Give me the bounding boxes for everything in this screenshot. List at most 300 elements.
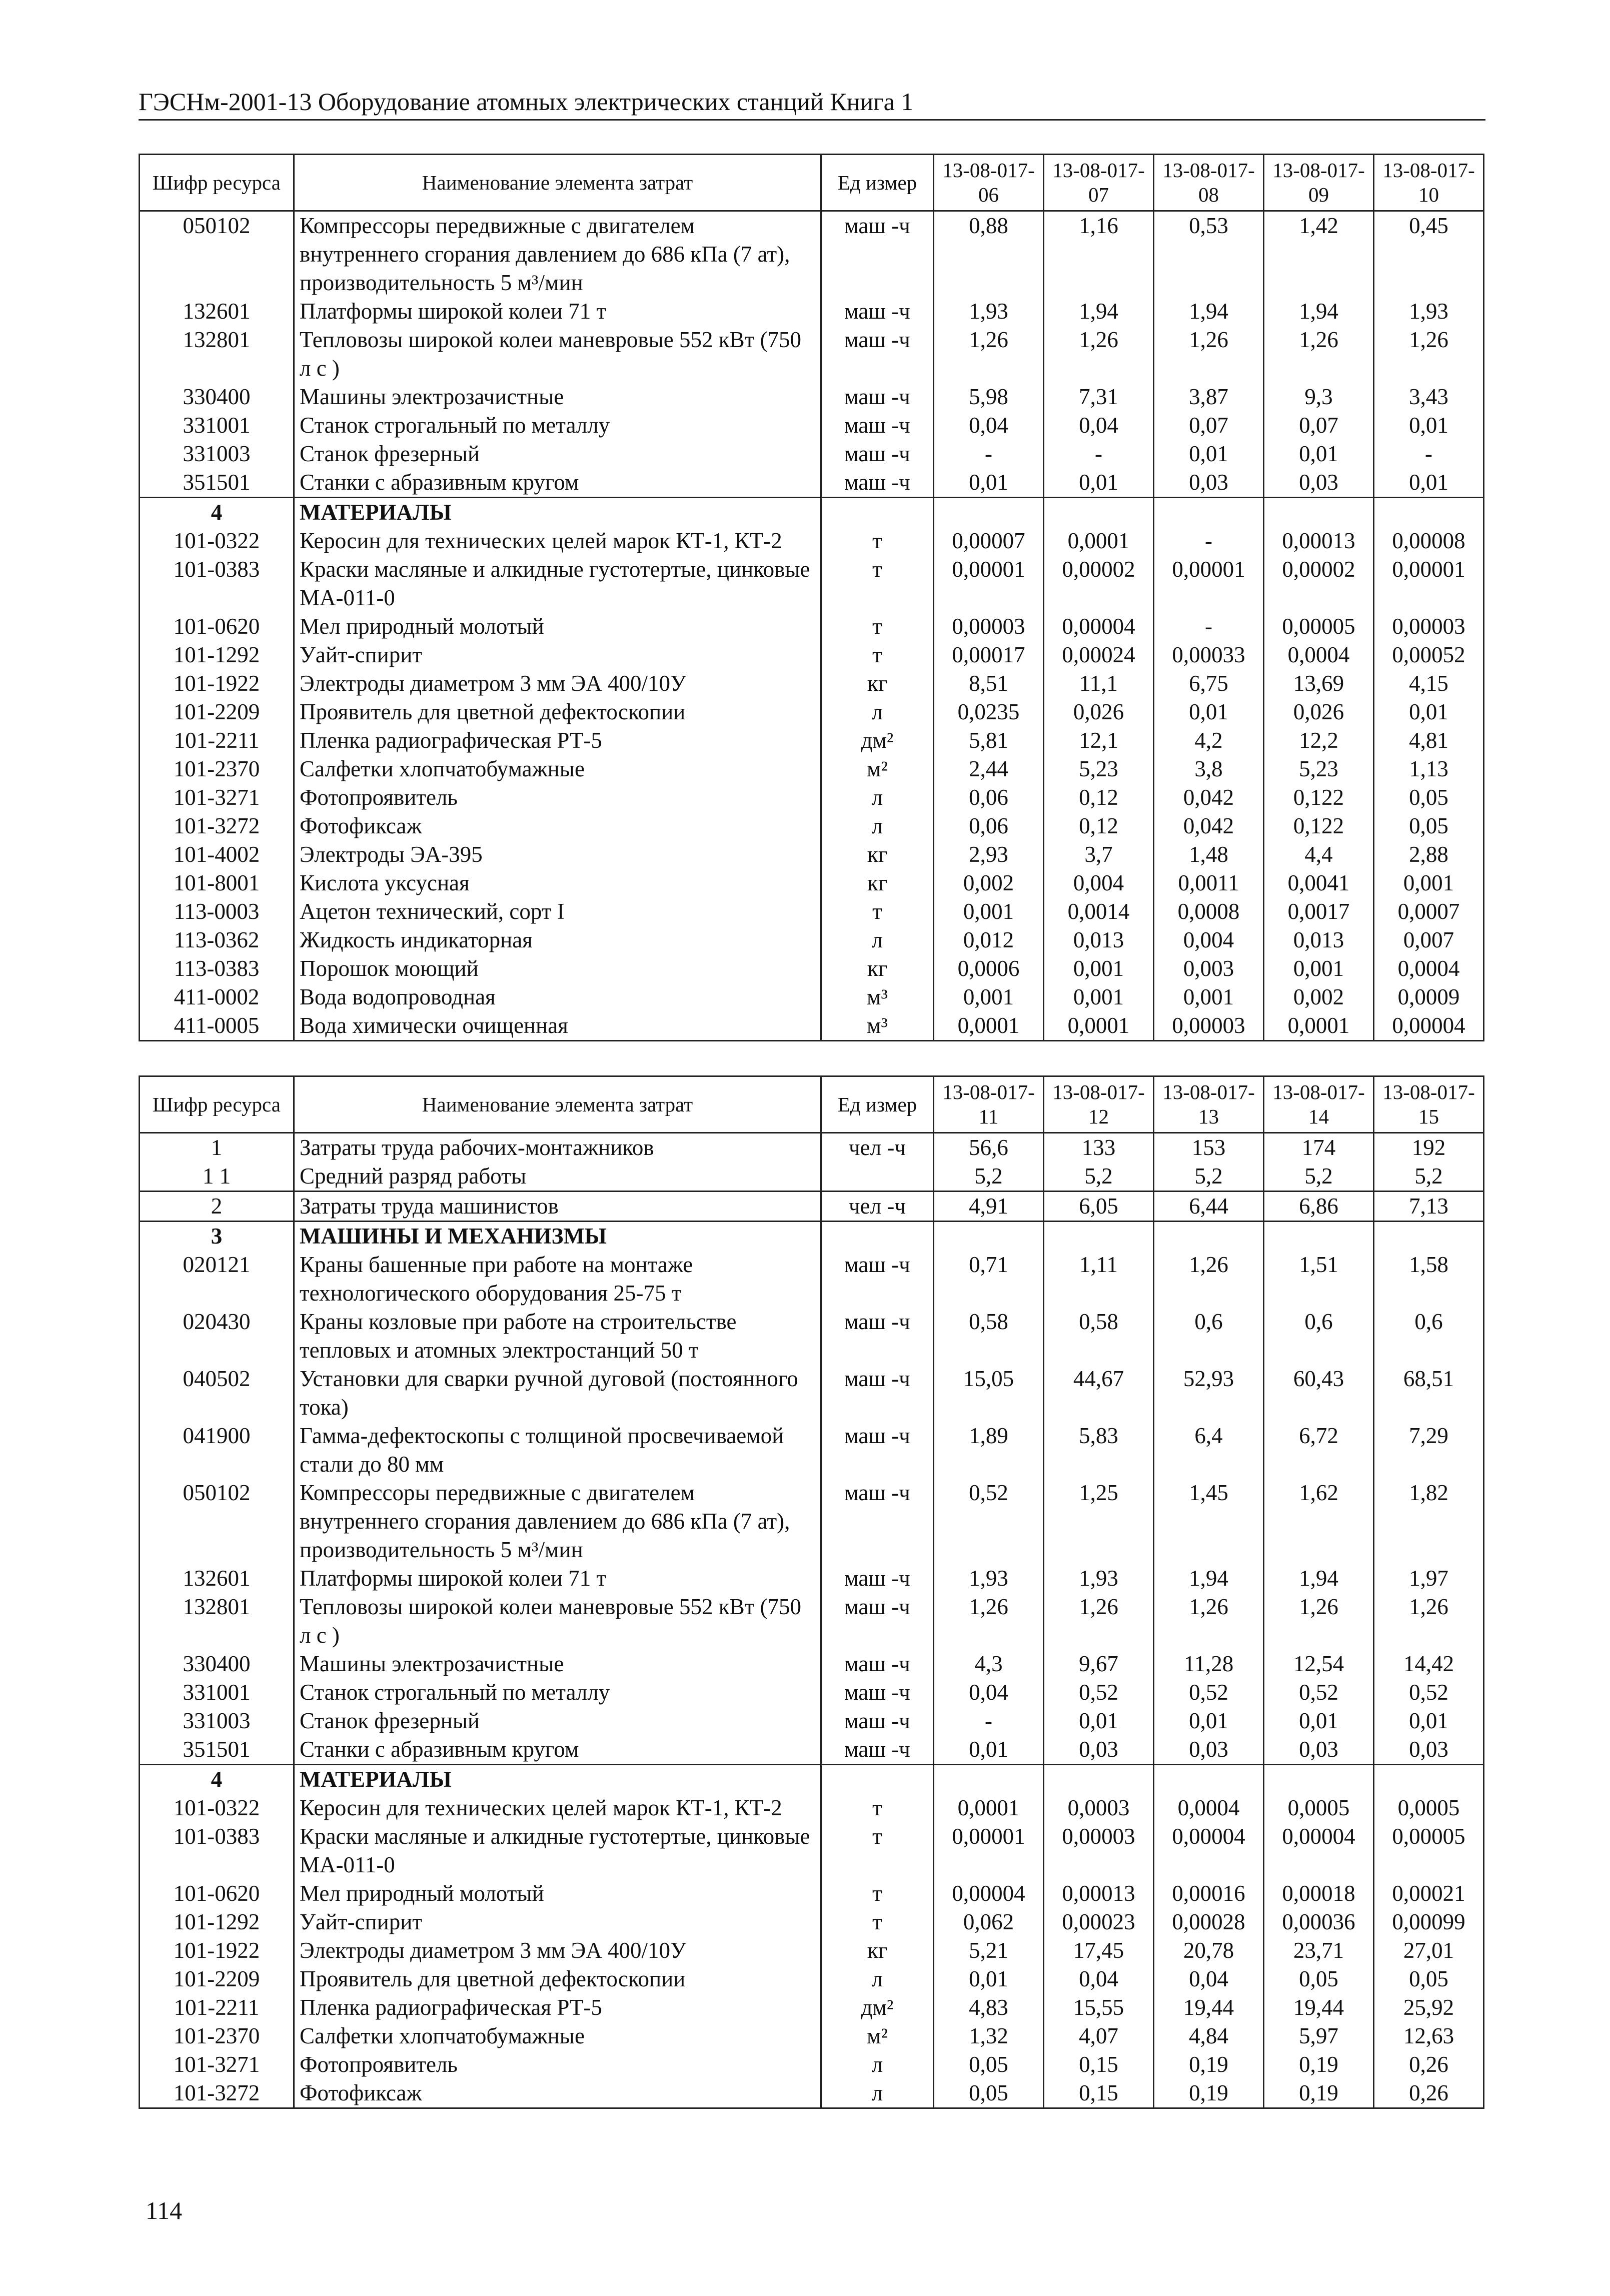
value-cell: - [934, 1707, 1044, 1735]
name-cell: Электроды диаметром 3 мм ЭА 400/10У [294, 669, 821, 698]
name-cell: Платформы широкой колеи 71 т [294, 1564, 821, 1593]
value-cell: 3,8 [1154, 755, 1264, 783]
name-cell: Уайт-спирит [294, 641, 821, 669]
value-cell: 0,00004 [1044, 612, 1154, 641]
value-cell: 4,81 [1374, 726, 1484, 755]
value-cell: 0,05 [1374, 783, 1484, 812]
code-cell: 411-0005 [140, 1011, 294, 1041]
value-cell [1374, 498, 1484, 527]
value-cell: 0,00003 [1154, 1011, 1264, 1041]
value-cell: 0,05 [1374, 1965, 1484, 1993]
code-cell: 331001 [140, 411, 294, 440]
header-col: 13-08-017-12 [1044, 1076, 1154, 1133]
value-cell: 1,45 [1154, 1479, 1264, 1564]
value-cell: 0,004 [1154, 926, 1264, 954]
value-cell: 19,44 [1264, 1993, 1374, 2022]
value-cell: 0,26 [1374, 2050, 1484, 2079]
value-cell: 0,01 [1374, 698, 1484, 726]
code-cell: 351501 [140, 468, 294, 498]
code-cell: 113-0362 [140, 926, 294, 954]
name-cell: Краски масляные и алкидные густотертые, цинковые МА-011-0 [294, 555, 821, 612]
unit-cell: маш -ч [821, 1735, 934, 1765]
name-cell: Электроды ЭА-395 [294, 840, 821, 869]
unit-cell: м³ [821, 1011, 934, 1041]
value-cell: 153 [1154, 1133, 1264, 1163]
value-cell: 15,55 [1044, 1993, 1154, 2022]
table-row [140, 926, 1484, 954]
value-cell: 0,062 [934, 1908, 1044, 1936]
value-cell: 0,01 [1044, 468, 1154, 498]
value-cell [1044, 498, 1154, 527]
code-cell: 101-0383 [140, 1822, 294, 1879]
name-cell: Станки с абразивным кругом [294, 468, 821, 498]
name-cell: Мел природный молотый [294, 612, 821, 641]
value-cell: - [1154, 612, 1264, 641]
value-cell [934, 1222, 1044, 1251]
table-row [140, 1678, 1484, 1707]
value-cell: 0,0003 [1044, 1794, 1154, 1822]
name-cell: Проявитель для цветной дефектоскопии [294, 1965, 821, 1993]
value-cell: 0,0001 [1044, 527, 1154, 555]
value-cell: 0,00001 [934, 1822, 1044, 1879]
value-cell: 1,48 [1154, 840, 1264, 869]
value-cell: 1,58 [1374, 1251, 1484, 1308]
value-cell: 8,51 [934, 669, 1044, 698]
table-body [140, 211, 1484, 1041]
table-row [140, 1162, 1484, 1192]
value-cell: 7,31 [1044, 383, 1154, 411]
value-cell: 0,00001 [1374, 555, 1484, 612]
value-cell: 2,93 [934, 840, 1044, 869]
unit-cell: т [821, 555, 934, 612]
value-cell: 6,86 [1264, 1192, 1374, 1222]
value-cell: 0,004 [1044, 869, 1154, 897]
table-row [140, 1479, 1484, 1564]
value-cell: 4,2 [1154, 726, 1264, 755]
value-cell: 4,15 [1374, 669, 1484, 698]
table-row [140, 1965, 1484, 1993]
value-cell: 0,15 [1044, 2050, 1154, 2079]
value-cell: 12,63 [1374, 2022, 1484, 2050]
unit-cell: чел -ч [821, 1192, 934, 1222]
value-cell: 9,67 [1044, 1650, 1154, 1678]
value-cell: 0,00003 [934, 612, 1044, 641]
name-cell: Станок строгальный по металлу [294, 1678, 821, 1707]
value-cell: 0,001 [934, 983, 1044, 1011]
table-row [140, 440, 1484, 468]
value-cell: 27,01 [1374, 1936, 1484, 1965]
value-cell: 1,11 [1044, 1251, 1154, 1308]
header-col: 13-08-017-09 [1264, 155, 1374, 211]
value-cell: 0,00099 [1374, 1908, 1484, 1936]
header-code: Шифр ресурса [140, 155, 294, 211]
value-cell: 1,94 [1154, 297, 1264, 326]
table-row [140, 783, 1484, 812]
name-cell: Станок строгальный по металлу [294, 411, 821, 440]
value-cell: 11,28 [1154, 1650, 1264, 1678]
code-cell: 132601 [140, 297, 294, 326]
value-cell: 0,001 [1044, 983, 1154, 1011]
value-cell: 52,93 [1154, 1365, 1264, 1422]
value-cell: 5,81 [934, 726, 1044, 755]
value-cell: 0,01 [934, 1965, 1044, 1993]
value-cell: 5,2 [1374, 1162, 1484, 1192]
code-cell: 351501 [140, 1735, 294, 1765]
unit-cell: т [821, 1908, 934, 1936]
table-row [140, 1794, 1484, 1822]
value-cell: 0,01 [1154, 698, 1264, 726]
value-cell: 0,00004 [1154, 1822, 1264, 1879]
table-row [140, 2079, 1484, 2108]
header-col: 13-08-017-14 [1264, 1076, 1374, 1133]
value-cell [934, 1765, 1044, 1794]
table-row [140, 1564, 1484, 1593]
value-cell: 0,00002 [1044, 555, 1154, 612]
value-cell: 0,01 [1154, 440, 1264, 468]
value-cell: 133 [1044, 1133, 1154, 1163]
unit-cell: кг [821, 954, 934, 983]
code-cell: 132801 [140, 326, 294, 383]
value-cell: 1,13 [1374, 755, 1484, 783]
table-row [140, 468, 1484, 498]
name-cell: Машины электрозачистные [294, 383, 821, 411]
value-cell: 13,69 [1264, 669, 1374, 698]
value-cell: 0,19 [1154, 2079, 1264, 2108]
value-cell: 1,32 [934, 2022, 1044, 2050]
unit-cell: л [821, 1965, 934, 1993]
value-cell: 6,72 [1264, 1422, 1374, 1479]
table-row [140, 555, 1484, 612]
value-cell: 5,97 [1264, 2022, 1374, 2050]
unit-cell [821, 498, 934, 527]
unit-cell: м³ [821, 983, 934, 1011]
value-cell: 1,94 [1154, 1564, 1264, 1593]
name-cell: Тепловозы широкой колеи маневровые 552 кВт (750 л с ) [294, 326, 821, 383]
value-cell: 1,42 [1264, 211, 1374, 298]
name-cell: Вода водопроводная [294, 983, 821, 1011]
value-cell: 19,44 [1154, 1993, 1264, 2022]
unit-cell: маш -ч [821, 1593, 934, 1650]
value-cell: 60,43 [1264, 1365, 1374, 1422]
value-cell [1264, 1765, 1374, 1794]
header-col: 13-08-017-08 [1154, 155, 1264, 211]
header-col: 13-08-017-13 [1154, 1076, 1264, 1133]
table-row [140, 954, 1484, 983]
value-cell [1044, 1222, 1154, 1251]
value-cell: 0,001 [1154, 983, 1264, 1011]
value-cell: 0,001 [934, 897, 1044, 926]
value-cell: 0,00013 [1044, 1879, 1154, 1908]
value-cell: 5,2 [1264, 1162, 1374, 1192]
value-cell: 0,0001 [1044, 1011, 1154, 1041]
value-cell: 0,58 [1044, 1308, 1154, 1365]
value-cell: 5,21 [934, 1936, 1044, 1965]
section-row [140, 498, 1484, 527]
value-cell: 0,00036 [1264, 1908, 1374, 1936]
header-col: 13-08-017-06 [934, 155, 1044, 211]
name-cell: Платформы широкой колеи 71 т [294, 297, 821, 326]
unit-cell: маш -ч [821, 211, 934, 298]
value-cell: 23,71 [1264, 1936, 1374, 1965]
code-cell: 101-1922 [140, 1936, 294, 1965]
value-cell: 0,00001 [1154, 555, 1264, 612]
table-row [140, 1251, 1484, 1308]
table-body [140, 1133, 1484, 2108]
value-cell: 0,04 [1044, 1965, 1154, 1993]
name-cell: Станок фрезерный [294, 440, 821, 468]
value-cell: 0,001 [1044, 954, 1154, 983]
value-cell [1264, 1222, 1374, 1251]
value-cell: 1,62 [1264, 1479, 1374, 1564]
unit-cell: л [821, 698, 934, 726]
value-cell: 1,94 [1264, 297, 1374, 326]
value-cell: 0,03 [1154, 1735, 1264, 1765]
unit-cell: чел -ч [821, 1133, 934, 1163]
header-unit: Ед измер [821, 1076, 934, 1133]
section-row [140, 1222, 1484, 1251]
value-cell: 0,012 [934, 926, 1044, 954]
code-cell: 040502 [140, 1365, 294, 1422]
value-cell: 0,07 [1264, 411, 1374, 440]
value-cell: 4,84 [1154, 2022, 1264, 2050]
table-row [140, 641, 1484, 669]
unit-cell: маш -ч [821, 1308, 934, 1365]
unit-cell: л [821, 783, 934, 812]
value-cell: 0,05 [934, 2050, 1044, 2079]
table-row [140, 2022, 1484, 2050]
table-row [140, 669, 1484, 698]
unit-cell: маш -ч [821, 468, 934, 498]
name-cell: Салфетки хлопчатобумажные [294, 2022, 821, 2050]
value-cell: 17,45 [1044, 1936, 1154, 1965]
value-cell: 15,05 [934, 1365, 1044, 1422]
code-cell: 113-0003 [140, 897, 294, 926]
name-cell: Салфетки хлопчатобумажные [294, 755, 821, 783]
value-cell: 0,52 [1154, 1678, 1264, 1707]
value-cell: 0,00021 [1374, 1879, 1484, 1908]
unit-cell: т [821, 1822, 934, 1879]
name-cell: Проявитель для цветной дефектоскопии [294, 698, 821, 726]
code-cell: 101-0322 [140, 527, 294, 555]
value-cell: 1,26 [1044, 326, 1154, 383]
code-cell: 331003 [140, 440, 294, 468]
value-cell [1154, 498, 1264, 527]
value-cell: 1,26 [1264, 326, 1374, 383]
value-cell: 0,03 [1154, 468, 1264, 498]
value-cell: 1,97 [1374, 1564, 1484, 1593]
value-cell: 0,01 [1264, 440, 1374, 468]
table-row [140, 1879, 1484, 1908]
table-row [140, 1011, 1484, 1041]
value-cell: 1,26 [1374, 1593, 1484, 1650]
code-cell: 101-2211 [140, 726, 294, 755]
value-cell: 0,12 [1044, 812, 1154, 840]
code-cell: 101-4002 [140, 840, 294, 869]
value-cell: 20,78 [1154, 1936, 1264, 1965]
value-cell: 0,07 [1154, 411, 1264, 440]
value-cell: 12,54 [1264, 1650, 1374, 1678]
value-cell: 4,4 [1264, 840, 1374, 869]
code-cell: 101-1292 [140, 1908, 294, 1936]
name-cell: Станки с абразивным кругом [294, 1735, 821, 1765]
value-cell: 0,00018 [1264, 1879, 1374, 1908]
value-cell: 4,3 [934, 1650, 1044, 1678]
unit-cell: кг [821, 1936, 934, 1965]
name-cell: Кислота уксусная [294, 869, 821, 897]
value-cell: 2,44 [934, 755, 1044, 783]
unit-cell [821, 1222, 934, 1251]
value-cell: 1,26 [1044, 1593, 1154, 1650]
value-cell: 1,26 [1154, 1593, 1264, 1650]
header-col: 13-08-017-11 [934, 1076, 1044, 1133]
value-cell: 0,00016 [1154, 1879, 1264, 1908]
unit-cell: т [821, 527, 934, 555]
value-cell: 0,0041 [1264, 869, 1374, 897]
value-cell: 0,6 [1374, 1308, 1484, 1365]
table-row [140, 1192, 1484, 1222]
name-cell: МАТЕРИАЛЫ [294, 498, 821, 527]
header-name: Наименование элемента затрат [294, 155, 821, 211]
value-cell: 6,75 [1154, 669, 1264, 698]
value-cell: 12,1 [1044, 726, 1154, 755]
value-cell: 0,01 [1154, 1707, 1264, 1735]
value-cell: 0,0007 [1374, 897, 1484, 926]
code-cell: 101-0620 [140, 1879, 294, 1908]
table-row [140, 983, 1484, 1011]
code-cell: 101-2370 [140, 755, 294, 783]
unit-cell: кг [821, 840, 934, 869]
section-row [140, 1765, 1484, 1794]
value-cell [1264, 498, 1374, 527]
value-cell: - [1374, 440, 1484, 468]
value-cell: 1,93 [1044, 1564, 1154, 1593]
value-cell: 0,00013 [1264, 527, 1374, 555]
header-name: Наименование элемента затрат [294, 1076, 821, 1133]
value-cell: 0,122 [1264, 783, 1374, 812]
value-cell: - [1154, 527, 1264, 555]
table-row [140, 840, 1484, 869]
value-cell: 1,82 [1374, 1479, 1484, 1564]
name-cell: Пленка радиографическая РТ-5 [294, 1993, 821, 2022]
value-cell: 7,29 [1374, 1422, 1484, 1479]
name-cell: Жидкость индикаторная [294, 926, 821, 954]
name-cell: Компрессоры передвижные с двигателем внутреннего сгорания давлением до 686 кПа (7 ат), производительность 5 м³/мин [294, 1479, 821, 1564]
value-cell: 0,00007 [934, 527, 1044, 555]
value-cell: 0,00005 [1374, 1822, 1484, 1879]
value-cell: 0,04 [1044, 411, 1154, 440]
value-cell: 1,93 [934, 297, 1044, 326]
page-header [139, 84, 1485, 121]
code-cell: 2 [140, 1192, 294, 1222]
name-cell: Фотопроявитель [294, 2050, 821, 2079]
table-row [140, 755, 1484, 783]
table-row [140, 297, 1484, 326]
table-row [140, 698, 1484, 726]
value-cell [1374, 1765, 1484, 1794]
code-cell: 132601 [140, 1564, 294, 1593]
table-row [140, 1735, 1484, 1765]
unit-cell: дм² [821, 1993, 934, 2022]
name-cell: Вода химически очищенная [294, 1011, 821, 1041]
code-cell: 1 1 [140, 1162, 294, 1192]
resource-table-2 [139, 1075, 1484, 2109]
value-cell: 0,0004 [1264, 641, 1374, 669]
header-col: 13-08-017-15 [1374, 1076, 1484, 1133]
unit-cell: л [821, 2050, 934, 2079]
header-col: 13-08-017-10 [1374, 155, 1484, 211]
value-cell: 0,0001 [1264, 1011, 1374, 1041]
code-cell: 020121 [140, 1251, 294, 1308]
code-cell: 101-3272 [140, 812, 294, 840]
code-cell: 4 [140, 1765, 294, 1794]
table-header-row [140, 1076, 1484, 1133]
value-cell: 25,92 [1374, 1993, 1484, 2022]
name-cell: Краски масляные и алкидные густотертые, цинковые МА-011-0 [294, 1822, 821, 1879]
value-cell: 0,042 [1154, 812, 1264, 840]
name-cell: МАТЕРИАЛЫ [294, 1765, 821, 1794]
value-cell: 0,013 [1264, 926, 1374, 954]
value-cell: 0,03 [1264, 468, 1374, 498]
table-row [140, 897, 1484, 926]
value-cell: 0,6 [1154, 1308, 1264, 1365]
value-cell: 0,0011 [1154, 869, 1264, 897]
code-cell: 101-0322 [140, 1794, 294, 1822]
table-row [140, 726, 1484, 755]
table-row [140, 527, 1484, 555]
value-cell: 5,23 [1264, 755, 1374, 783]
value-cell: 1,93 [934, 1564, 1044, 1593]
code-cell: 101-3272 [140, 2079, 294, 2108]
code-cell: 101-2211 [140, 1993, 294, 2022]
value-cell: 0,00023 [1044, 1908, 1154, 1936]
code-cell: 113-0383 [140, 954, 294, 983]
code-cell: 101-0620 [140, 612, 294, 641]
table-row [140, 1308, 1484, 1365]
code-cell: 101-1292 [140, 641, 294, 669]
value-cell: 68,51 [1374, 1365, 1484, 1422]
value-cell: 1,26 [934, 1593, 1044, 1650]
name-cell: Краны башенные при работе на монтаже технологического оборудования 25-75 т [294, 1251, 821, 1308]
value-cell: 6,44 [1154, 1192, 1264, 1222]
code-cell: 101-8001 [140, 869, 294, 897]
name-cell: Уайт-спирит [294, 1908, 821, 1936]
code-cell: 330400 [140, 1650, 294, 1678]
value-cell: 0,52 [1264, 1678, 1374, 1707]
name-cell: Электроды диаметром 3 мм ЭА 400/10У [294, 1936, 821, 1965]
value-cell: 0,002 [1264, 983, 1374, 1011]
value-cell: 0,04 [934, 1678, 1044, 1707]
table-row [140, 1908, 1484, 1936]
code-cell: 101-2209 [140, 698, 294, 726]
code-cell: 1 [140, 1133, 294, 1163]
value-cell: 5,2 [1154, 1162, 1264, 1192]
value-cell: 0,01 [934, 1735, 1044, 1765]
code-cell: 132801 [140, 1593, 294, 1650]
value-cell: 0,013 [1044, 926, 1154, 954]
name-cell: Керосин для технических целей марок КТ-1, КТ-2 [294, 527, 821, 555]
table-row [140, 1936, 1484, 1965]
value-cell: 0,01 [1264, 1707, 1374, 1735]
value-cell: 0,71 [934, 1251, 1044, 1308]
value-cell: 5,98 [934, 383, 1044, 411]
value-cell: 0,19 [1264, 2050, 1374, 2079]
code-cell: 101-3271 [140, 2050, 294, 2079]
page-number: 114 [146, 2196, 183, 2224]
value-cell: 0,45 [1374, 211, 1484, 298]
value-cell: 174 [1264, 1133, 1374, 1163]
value-cell: 0,00003 [1374, 612, 1484, 641]
value-cell: 12,2 [1264, 726, 1374, 755]
